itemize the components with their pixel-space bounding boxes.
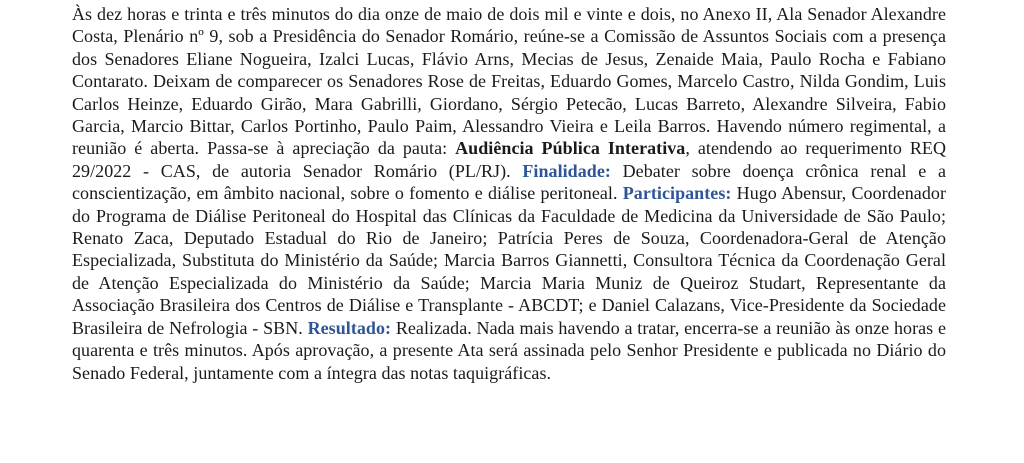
pauta-title: Audiência Pública Interativa xyxy=(455,138,686,159)
participantes-text: Hugo Abensur, Coordenador do Programa de Diálise Peritoneal do Hospital das Clínicas da Faculdade de Medicina da Universidade de São Paulo; Renato Zaca, Deputado Estadual do Rio de Janeiro; Patrícia Peres de Souza, Coordenadora-Geral de Atenção Especializada, Substituta do Ministério da Saúde; Marcia Barros Giannetti, Consultora Técnica da Coordenação Geral de Atenção Especializada do Ministério da Saúde; Marcia Maria Muniz de Queiroz Studart, Representante da Associação Brasileira dos Centros de Diálise e Transplante - ABCDT; e Daniel Calazans, Vice-Presidente da Sociedade Brasileira de Nefrologia - SBN. xyxy=(72,183,946,338)
opening-text: Às dez horas e trinta e três minutos do dia onze de maio de dois mil e vinte e dois, no Anexo II, Ala Senador Alexandre Costa, Plenário nº 9, sob a Presidência do Senador Romário, reúne-se a Comissão de Assuntos Sociais com a presença dos Senadores Eliane Nogueira, Izalci Lucas, Flávio Arns, Mecias de Jesus, Zenaide Maia, Paulo Rocha e Fabiano Contarato. Deixam de comparecer os Senadores Rose de Freitas, Eduardo Gomes, Marcelo Castro, Nilda Gondim, Luis Carlos Heinze, Eduardo Girão, Mara Gabrilli, Giordano, Sérgio Petecão, Lucas Barreto, Alexandre Silveira, Fabio Garcia, Marcio Bittar, Carlos Portinho, Paulo Paim, Alessandro Vieira e Leila Barros. Havendo número regimental, a reunião é aberta. Passa-se à apreciação da pauta: xyxy=(72,4,946,159)
finalidade-label: Finalidade: xyxy=(522,160,611,181)
resultado-label: Resultado: xyxy=(307,317,392,338)
finalidade-text: Debater sobre doença crônica renal e a conscientização, em âmbito nacional, sobre o fomento e diálise peritoneal. xyxy=(72,160,946,204)
minutes-paragraph xyxy=(72,3,946,384)
requerimento-text: , atendendo ao requerimento REQ 29/2022 - CAS, de autoria Senador Romário (PL/RJ). xyxy=(72,138,946,181)
resultado-text: Realizada. Nada mais havendo a tratar, encerra-se a reunião às onze horas e quarenta e três minutos. Após aprovação, a presente Ata será assinada pelo Senhor Presidente e publicada no Diário do Senado Federal, juntamente com a íntegra das notas taquigráficas. xyxy=(72,317,946,383)
participantes-label: Participantes: xyxy=(622,183,732,204)
